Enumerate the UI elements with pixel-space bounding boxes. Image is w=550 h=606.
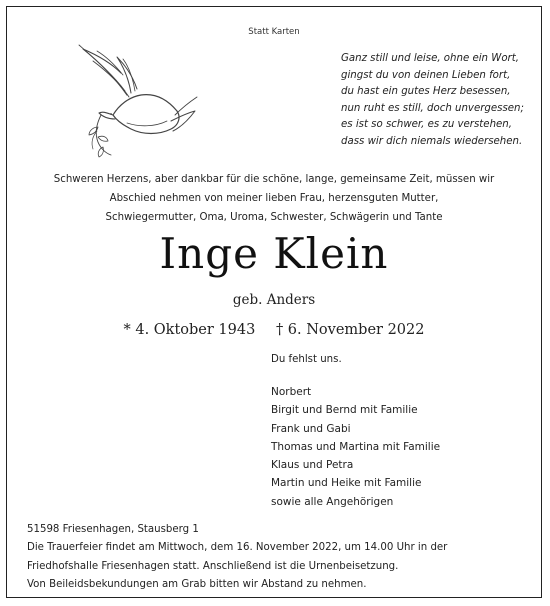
- footer-line: Die Trauerfeier findet am Mittwoch, dem 16. November 2022, um 14.00 Uhr in der: [27, 542, 448, 554]
- poem-line: nun ruht es still, doch unvergessen;: [341, 102, 524, 114]
- farewell-text: Du fehlst uns.: [271, 354, 342, 365]
- footer-line: Friedhofshalle Friesenhagen statt. Anschließend ist die Urnenbeisetzung.: [27, 560, 399, 572]
- address: 51598 Friesenhagen, Stausberg 1: [27, 524, 199, 535]
- maiden-name: geb. Anders: [232, 292, 316, 308]
- dove-icon: [67, 31, 199, 159]
- footer-line: Von Beileidsbekundungen am Grab bitten wir Abstand zu nehmen.: [27, 578, 367, 590]
- obituary-card: [6, 6, 542, 598]
- deceased-name: Inge Klein: [159, 229, 389, 278]
- intro-line: Abschied nehmen von meiner lieben Frau, herzensguten Mutter,: [109, 193, 439, 204]
- poem-line: du hast ein gutes Herz besessen,: [341, 86, 511, 97]
- mourners-list: [271, 383, 440, 511]
- intro-line: Schweren Herzens, aber dankbar für die schöne, lange, gemeinsame Zeit, müssen wir: [53, 174, 495, 185]
- poem-line: dass wir dich niemals wiedersehen.: [341, 135, 523, 147]
- intro-line: Schwiegermutter, Oma, Uroma, Schwester, Schwägerin und Tante: [105, 212, 443, 223]
- poem-line: gingst du von deinen Lieben fort,: [341, 69, 511, 81]
- death-date: † 6. November 2022: [275, 322, 425, 338]
- mourner: Birgit und Bernd mit Familie: [271, 404, 418, 417]
- footer-info: [27, 521, 447, 594]
- mourner: sowie alle Angehörigen: [271, 495, 394, 508]
- header-note: Statt Karten: [248, 27, 300, 37]
- poem-line: es ist so schwer, es zu verstehen,: [341, 119, 512, 130]
- intro-text: [27, 170, 521, 227]
- birth-date: * 4. Oktober 1943: [123, 322, 256, 338]
- mourner: Norbert: [271, 386, 312, 398]
- mourner: Klaus und Petra: [271, 459, 354, 472]
- mourner: Frank und Gabi: [271, 422, 351, 435]
- life-dates: [7, 322, 541, 338]
- mourner: Martin und Heike mit Familie: [271, 477, 422, 490]
- mourner: Thomas und Martina mit Familie: [271, 440, 441, 453]
- poem: [341, 51, 524, 150]
- poem-line: Ganz still und leise, ohne ein Wort,: [341, 53, 519, 64]
